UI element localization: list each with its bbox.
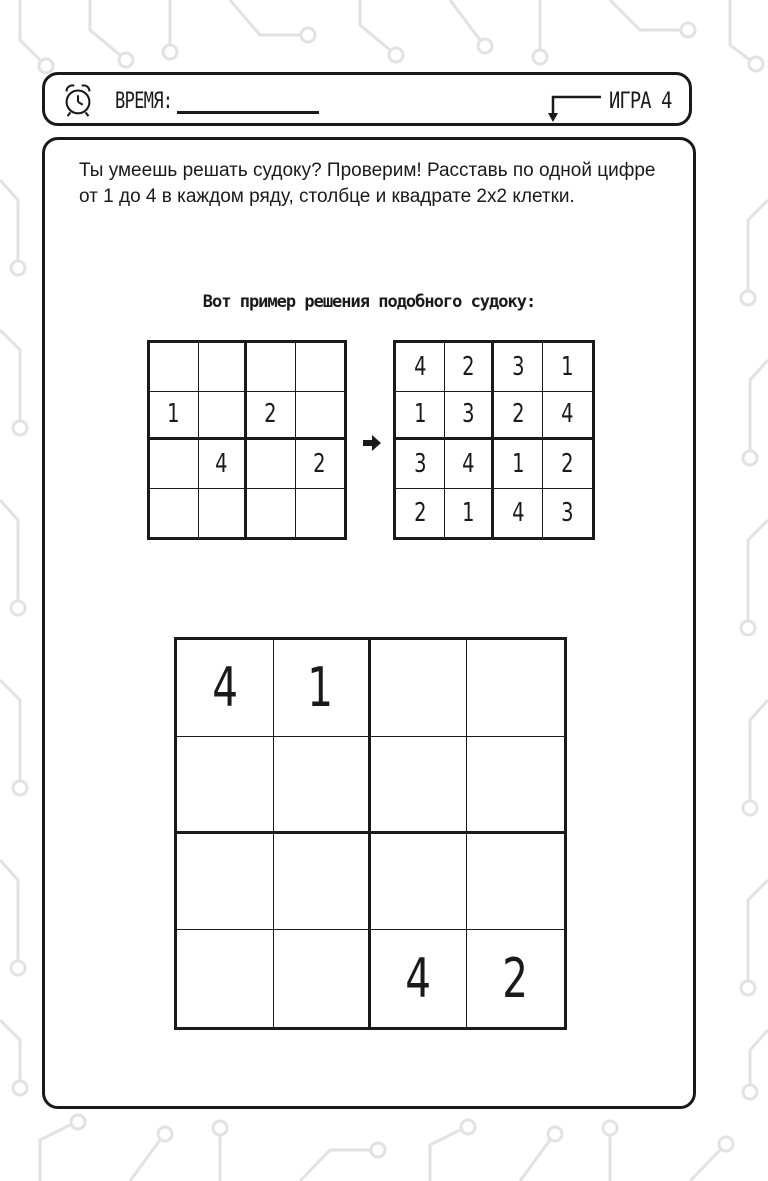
cell-digit: 1 xyxy=(461,497,475,528)
sudoku-cell xyxy=(396,489,445,538)
sudoku-cell xyxy=(296,343,345,392)
sudoku-cell xyxy=(296,392,345,441)
sudoku-cell xyxy=(494,343,543,392)
cell-digit: 1 xyxy=(413,399,427,430)
cell-digit: 4 xyxy=(561,399,574,430)
cell-digit: 1 xyxy=(167,399,180,430)
example-puzzle-grid xyxy=(147,340,347,540)
sudoku-cell xyxy=(494,440,543,489)
sudoku-cell xyxy=(296,489,345,538)
sudoku-cell xyxy=(371,930,468,1027)
time-label: ВРЕМЯ: xyxy=(115,89,173,114)
cell-digit: 2 xyxy=(511,399,525,430)
cell-digit: 1 xyxy=(511,448,525,479)
cell-digit: 3 xyxy=(561,497,574,528)
sudoku-cell xyxy=(445,392,494,441)
sudoku-cell xyxy=(199,392,248,441)
arrow-down-icon xyxy=(545,85,605,125)
sudoku-cell xyxy=(199,440,248,489)
cell-digit: 2 xyxy=(413,497,427,528)
cell-digit: 4 xyxy=(405,947,432,1011)
sudoku-cell[interactable] xyxy=(177,834,274,931)
game-number-label: ИГРА 4 xyxy=(608,89,671,114)
sudoku-cell xyxy=(177,640,274,737)
sudoku-cell[interactable] xyxy=(467,737,564,834)
cell-digit: 2 xyxy=(561,448,574,479)
sudoku-cell xyxy=(543,489,592,538)
sudoku-cell xyxy=(247,489,296,538)
sudoku-cell xyxy=(150,392,199,441)
sudoku-cell xyxy=(396,343,445,392)
cell-digit: 3 xyxy=(461,399,475,430)
sudoku-cell xyxy=(247,392,296,441)
cell-digit: 4 xyxy=(461,448,475,479)
sudoku-cell xyxy=(150,343,199,392)
sudoku-cell[interactable] xyxy=(467,834,564,931)
cell-digit: 2 xyxy=(264,399,277,430)
sudoku-cell xyxy=(445,343,494,392)
sudoku-cell xyxy=(445,489,494,538)
sudoku-cell[interactable] xyxy=(371,737,468,834)
cell-digit: 1 xyxy=(561,351,574,382)
cell-digit: 2 xyxy=(461,351,475,382)
cell-digit: 3 xyxy=(511,351,525,382)
sudoku-cell xyxy=(150,489,199,538)
instructions-text: Ты умеешь решать судоку? Проверим! Расставь по одной цифре от 1 до 4 в каждом ряду, столбце и квадрате 2х2 клетки. xyxy=(79,160,656,207)
sudoku-cell xyxy=(247,343,296,392)
cell-digit: 4 xyxy=(211,656,238,720)
sudoku-cell xyxy=(445,440,494,489)
cell-digit: 2 xyxy=(313,448,326,479)
sudoku-cell xyxy=(296,440,345,489)
time-input-line[interactable] xyxy=(177,111,319,114)
sudoku-cell xyxy=(494,489,543,538)
example-solution-grid xyxy=(393,340,595,540)
sudoku-cell xyxy=(543,440,592,489)
sudoku-cell xyxy=(494,392,543,441)
cell-digit: 2 xyxy=(502,947,529,1011)
sudoku-cell[interactable] xyxy=(274,930,371,1027)
sudoku-cell xyxy=(274,640,371,737)
sudoku-cell xyxy=(396,392,445,441)
sudoku-cell[interactable] xyxy=(274,834,371,931)
sudoku-cell xyxy=(543,392,592,441)
cell-digit: 4 xyxy=(413,351,427,382)
cell-digit: 4 xyxy=(511,497,525,528)
example-title: Вот пример решения подобного судоку: xyxy=(202,292,536,312)
cell-digit: 1 xyxy=(307,656,334,720)
arrow-right-icon xyxy=(361,432,383,454)
sudoku-cell[interactable] xyxy=(467,640,564,737)
sudoku-cell xyxy=(396,440,445,489)
sudoku-cell[interactable] xyxy=(177,930,274,1027)
main-puzzle-grid xyxy=(174,637,567,1030)
sudoku-cell xyxy=(247,440,296,489)
sudoku-cell xyxy=(150,440,199,489)
content-panel xyxy=(42,137,696,1109)
sudoku-cell[interactable] xyxy=(274,737,371,834)
cell-digit: 4 xyxy=(215,448,228,479)
sudoku-cell xyxy=(543,343,592,392)
sudoku-cell xyxy=(199,343,248,392)
sudoku-cell[interactable] xyxy=(177,737,274,834)
sudoku-cell xyxy=(199,489,248,538)
cell-digit: 3 xyxy=(413,448,427,479)
sudoku-cell[interactable] xyxy=(371,640,468,737)
alarm-clock-icon xyxy=(59,81,97,119)
sudoku-cell xyxy=(467,930,564,1027)
header-bar xyxy=(42,72,692,126)
sudoku-cell[interactable] xyxy=(371,834,468,931)
